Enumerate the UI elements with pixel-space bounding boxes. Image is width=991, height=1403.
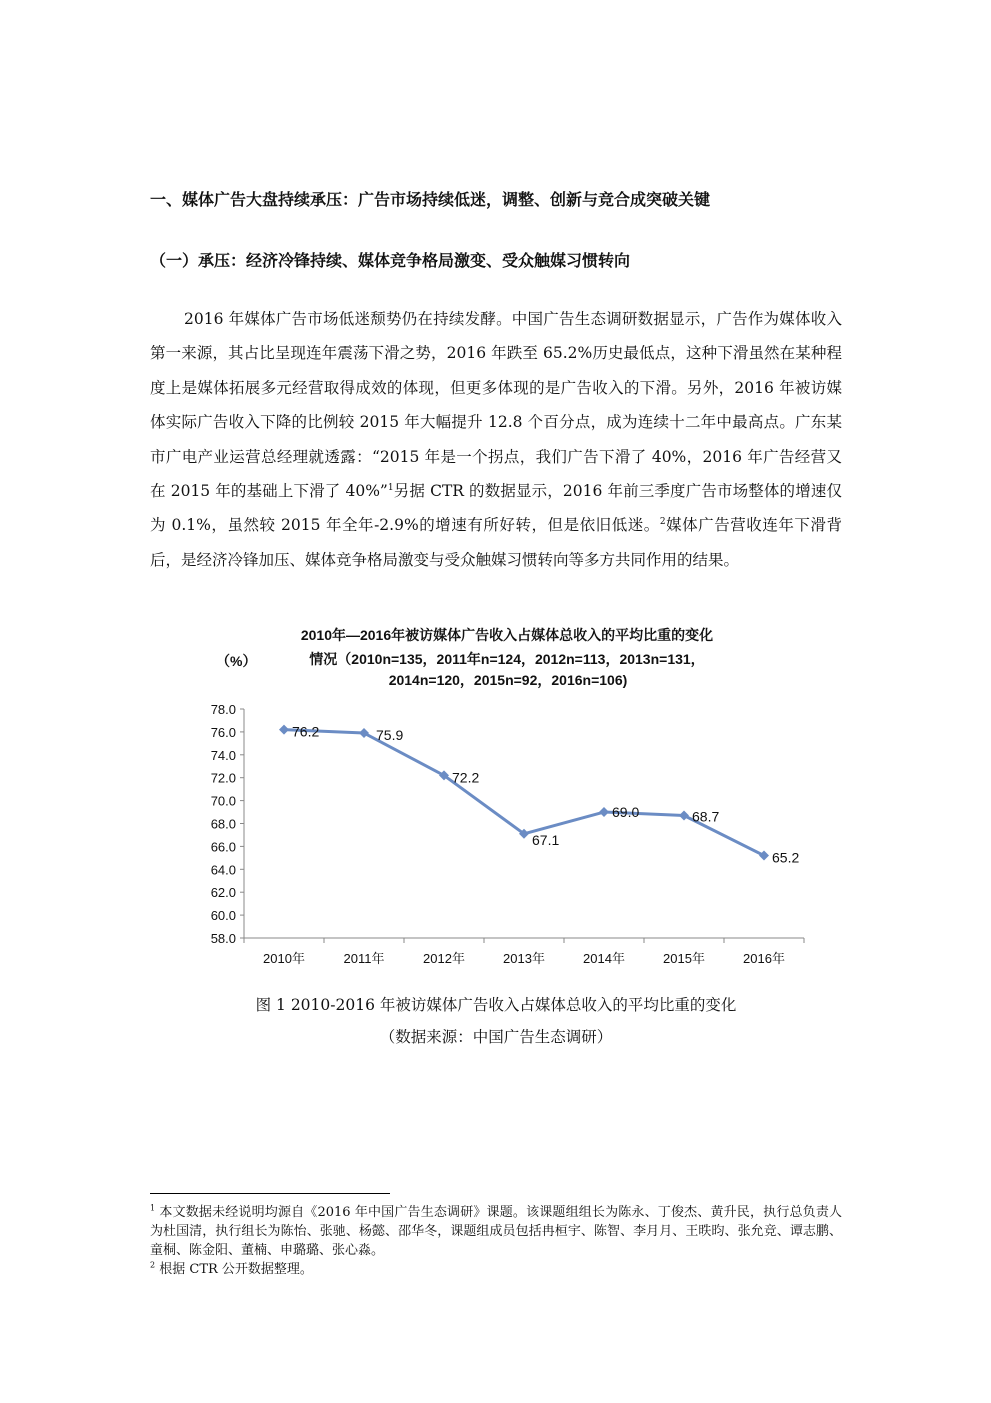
footnote-mark-2: 2 [150,1260,156,1270]
line-chart [190,620,840,980]
chart-x-tick-label: 2015年 [663,951,705,966]
chart-x-tick-label: 2014年 [583,951,625,966]
chart-y-tick-label: 76.0 [210,724,236,740]
chart-data-label: 67.1 [532,831,560,848]
chart-x-tick-label: 2013年 [503,951,545,966]
chart-y-tick-label: 66.0 [210,839,236,855]
footnotes [150,1203,842,1279]
chart-point [759,851,769,861]
body-paragraph [150,302,842,577]
chart-x-tick-label: 2011年 [343,951,385,966]
footnote-1-text: 本文数据未经说明均源自《2016 年中国广告生态调研》课题。该课题组组长为陈永、丁俊杰、黄升民，执行总负责人为杜国清，执行组长为陈怡、张驰、杨懿、邵华冬，课题组成员包括冉桓宇、陈智、李月月、王昳昀、张允竞、谭志鹏、童桐、陈金阳、董楠、申璐璐、张心淼。 [150,1205,842,1258]
chart-y-tick-label: 60.0 [210,908,236,924]
chart-y-tick-label: 70.0 [210,793,236,809]
paragraph-part-1: 2016 年媒体广告市场低迷颓势仍在持续发酵。中国广告生态调研数据显示，广告作为媒体收入第一来源，其占比呈现连年震荡下滑之势，2016 年跌至 65.2%历史最低点，这种下滑虽然在某种程度上是媒体拓展多元经营取得成效的体现，但更多体现的是广告收入的下滑。另外，2016 年被访媒体实际广告收入下降的比例较 2015 年大幅提升 12.8 个百分点，成为连续十二年中最高点。广东某市广电产业运营总经理就透露：“2015 年是一个拐点，我们广告下滑了 40%，2016 年广告经营又在 2015 年的基础上下滑了 40%” [150,310,842,501]
chart-y-tick-label: 72.0 [210,770,236,786]
chart-point [279,725,289,735]
footnote-divider [150,1193,390,1194]
chart-x-tick-label: 2016年 [743,951,785,966]
chart-title-line: 2010年—2016年被访媒体广告收入占媒体总收入的平均比重的变化 [300,627,714,643]
footnote-mark-1: 1 [150,1203,156,1213]
chart-y-tick-label: 74.0 [210,747,236,763]
chart-y-tick-label: 58.0 [210,931,236,946]
chart-x-tick-label: 2010年 [263,951,305,966]
footnote-2 [150,1260,842,1279]
chart-point [599,807,609,817]
figure-source: （数据来源：中国广告生态调研） [379,1028,613,1046]
footnote-ref-2[interactable]: 2 [659,517,666,528]
chart-data-label: 65.2 [772,849,800,866]
chart-y-tick-label: 78.0 [210,702,236,717]
chart-ylabel: （%） [216,653,257,669]
chart-data-label: 75.9 [376,727,404,744]
chart-x-tick-label: 2012年 [423,951,465,966]
chart-title-line: 情况（2010n=135，2011年n=124，2012n=113，2013n=131， [309,651,705,667]
footnote-ref-1[interactable]: 1 [387,482,394,493]
paragraph-part-3: 媒体广告营收连年下滑背后，是经济冷锋加压、媒体竞争格局激变与受众触媒习惯转向等多方共同作用的结果。 [150,516,842,569]
chart-point [679,810,689,820]
chart-data-label: 69.0 [612,804,640,821]
paragraph-part-2: 另据 CTR 的数据显示，2016 年前三季度广告市场整体的增速仅为 0.1%，虽然较 2015 年全年-2.9%的增速有所好转，但是依旧低迷。 [150,482,842,535]
section-heading: 一、媒体广告大盘持续承压：广告市场持续低迷，调整、创新与竞合成突破关键 [150,190,711,209]
chart-y-tick-label: 64.0 [210,862,236,878]
footnote-2-text: 根据 CTR 公开数据整理。 [159,1262,313,1277]
figure-caption: 图 1 2010-2016 年被访媒体广告收入占媒体总收入的平均比重的变化 [255,996,737,1014]
chart-data-label: 76.2 [292,723,320,740]
chart-y-tick-label: 62.0 [210,885,236,901]
chart-data-label: 68.7 [692,808,720,825]
chart-y-tick-label: 68.0 [210,816,236,832]
chart-title-line: 2014n=120，2015n=92，2016n=106) [388,672,628,688]
line-chart-svg [190,620,840,980]
subsection-heading: （一）承压：经济冷锋持续、媒体竞争格局激变、受众触媒习惯转向 [150,251,631,270]
footnote-1 [150,1203,842,1260]
chart-data-label: 72.2 [452,769,480,786]
